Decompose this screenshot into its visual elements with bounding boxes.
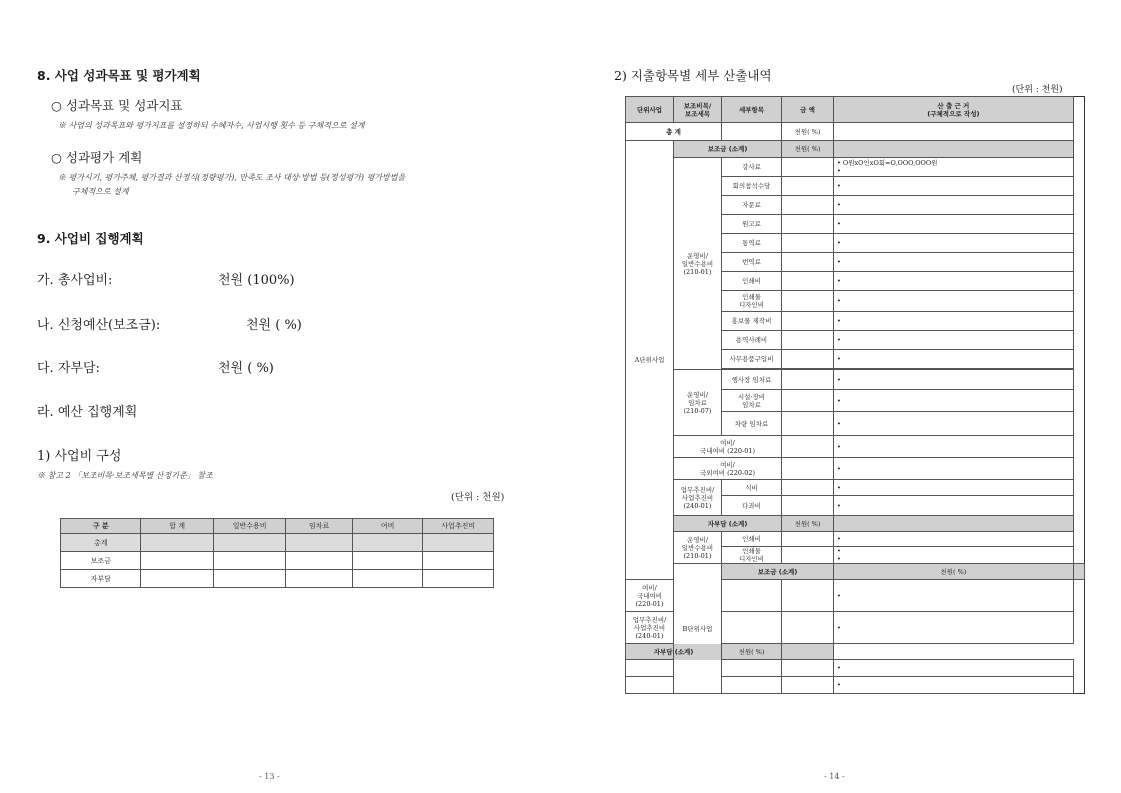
header-subsidy-item: 보조비목/ 보조세목 [674,97,722,123]
item-meals: 식비 [722,480,782,496]
unit-label-right: (단위 : 천원) [1012,85,1063,95]
self-item-printing: 인쇄비 [722,532,782,547]
item-manuscript-fee: 원고료 [722,215,782,234]
item-venue-rent: 행사장 임차료 [722,370,782,390]
subsection-2-title: 2) 지출항목별 세부 산출내역 [614,68,772,83]
col-header: 구 분 [61,519,141,534]
unit-label-left: (단위 : 천원) [451,492,505,503]
page-number-left: - 13 - [259,772,280,781]
self-item-design: 인쇄물 디자인비 [722,547,782,564]
header-calc-basis: 산 출 근 거 (구체적으로 작성) [834,97,1074,123]
subsection-1-note: ※ 참고 2 「보조비목·보조세목별 산정기준」 참조 [37,471,213,480]
col-header: 사업추진비 [423,519,494,534]
item-meeting-allowance: 회의참석수당 [722,177,782,196]
self-subtotal-b: 자부담 (소계) [626,644,722,660]
section-8-note-1: ※ 사업의 성과목표와 평가지표를 설정하되 수혜자수, 사업시행 횟수 등 구체적으로 설계 [58,121,365,130]
total-amount: 천원( %) [782,123,834,141]
section-8-title: 8. 사업 성과목표 및 평가계획 [37,68,201,83]
col-header: 임차료 [286,519,353,534]
row-label-subsidy: 보조금 [61,552,141,570]
item-print-design: 인쇄물 디자인비 [722,291,782,312]
budget-plan-label: 라. 예산 집행계획 [37,405,138,420]
self-subtotal-a: 자부담 (소계) [674,516,782,532]
item-translation-fee: 번역료 [722,253,782,272]
col-header: 일반수용비 [213,519,285,534]
section-8-item-goals: ○ 성과목표 및 성과지표 [51,98,183,113]
travel-domestic-a: 여비/ 국내여비 (220-01) [674,436,782,458]
item-service-fee: 용역사례비 [722,331,782,350]
total-budget-label: 가. 총사업비: [37,273,113,288]
page-number-right: - 14 - [824,772,845,781]
col-header: 여비 [352,519,423,534]
self-burden-label: 다. 자부담: [37,361,100,376]
item-refreshments: 다과비 [722,496,782,516]
item-promo-production: 홍보물 제작비 [722,312,782,331]
unit-project-a: A단위사업 [626,141,674,580]
item-vehicle-rent: 차량 임차료 [722,412,782,436]
header-detail-item: 세부항목 [722,97,782,123]
budget-composition-table [60,518,494,588]
item-lecturer-fee: 강사료 [722,158,782,177]
biz-promotion-a: 업무추진비/ 사업추진비 (240-01) [674,480,722,516]
item-printing-fee: 인쇄비 [722,272,782,291]
self-burden-value: 천원 ( %) [218,361,274,376]
op-rent: 운영비/ 임차료 (210-07) [674,370,722,436]
unit-project-b: B단위사업 [674,564,722,694]
section-8-item-eval: ○ 성과평가 계획 [51,150,143,165]
b-travel-domestic: 여비/ 국내여비 (220-01) [626,580,674,612]
item-office-supplies: 사무용품구입비 [722,350,782,369]
calc-example: • O원xO인xO회=O,OOO,OOO원 • [834,158,1074,177]
subsidy-subtotal-a: 보조금 (소계) [674,141,782,158]
expense-detail-table: 단위사업 보조비목/ 보조세목 세부항목 금 액 산 출 근 거 (구체적으로 작성) 총 계 천원( %) A단위사업 보조금 (소계) 천원( %) 운영비/ 일반수용비 (210-01) 강사료 • O원xO인xO회=O,OOO,OOO원 • 회의참석수당 • 자문료 • 원고료 • 통역료 • 번역료 • 인쇄비 • 인쇄물 디자인비 • 홍보물 제작비 • 용역사례비 • 사무용품구입비 • 운영비/ 임차료 (210-07) 행사장 임차료 • 시설·장비 임차료 • 차량 임차료 • 여비/ 국내여비 (220-01) • 여비/ 국외여비 (220-02) • 업무추진비/ 사업추진비 (240-01) 식비 • 다과비 • 자부담 (소계) 천원( %) 운영비/ 일반수용비 (210-01) 인쇄비 • 인쇄물 디자인비 • • B단위사업 보조금 (소계) 천원( %) 여비/ 국내여비 (220-01) • 업무추진비/ 사업추진비 (240-01) • 자부담 (소계) 천원( %) • • [625,96,1085,694]
item-interpretation-fee: 통역료 [722,234,782,253]
self-op-general-supplies: 운영비/ 일반수용비 (210-01) [674,532,722,564]
item-advisory-fee: 자문료 [722,196,782,215]
section-8-note-2a: ※ 평가시기, 평가주체, 평가결과 산정식(정량평가), 만족도 조사 대상·방법 등(정성평가) 평가방법을 [58,173,406,182]
b-biz-promotion: 업무추진비/ 사업추진비 (240-01) [626,612,674,644]
row-label-self: 자부담 [61,570,141,588]
subsidy-subtotal-b: 보조금 (소계) [722,564,834,580]
subsection-1-title: 1) 사업비 구성 [37,449,122,464]
op-general-supplies: 운영비/ 일반수용비 (210-01) [674,158,722,370]
requested-budget-label: 나. 신청예산(보조금): [37,318,161,333]
requested-budget-value: 천원 ( %) [246,318,302,333]
total-budget-value: 천원 (100%) [218,273,295,288]
row-label-total: 총계 [61,534,141,552]
travel-international-a: 여비/ 국외여비 (220-02) [674,458,782,480]
section-8-note-2b: 구체적으로 설계 [72,187,129,196]
header-amount: 금 액 [782,97,834,123]
header-unit-project: 단위사업 [626,97,674,123]
section-9-title: 9. 사업비 집행계획 [37,231,144,246]
item-equipment-rent: 시설·장비 임차료 [722,390,782,412]
col-header: 합 계 [141,519,213,534]
total-row-label: 총 계 [626,123,722,141]
